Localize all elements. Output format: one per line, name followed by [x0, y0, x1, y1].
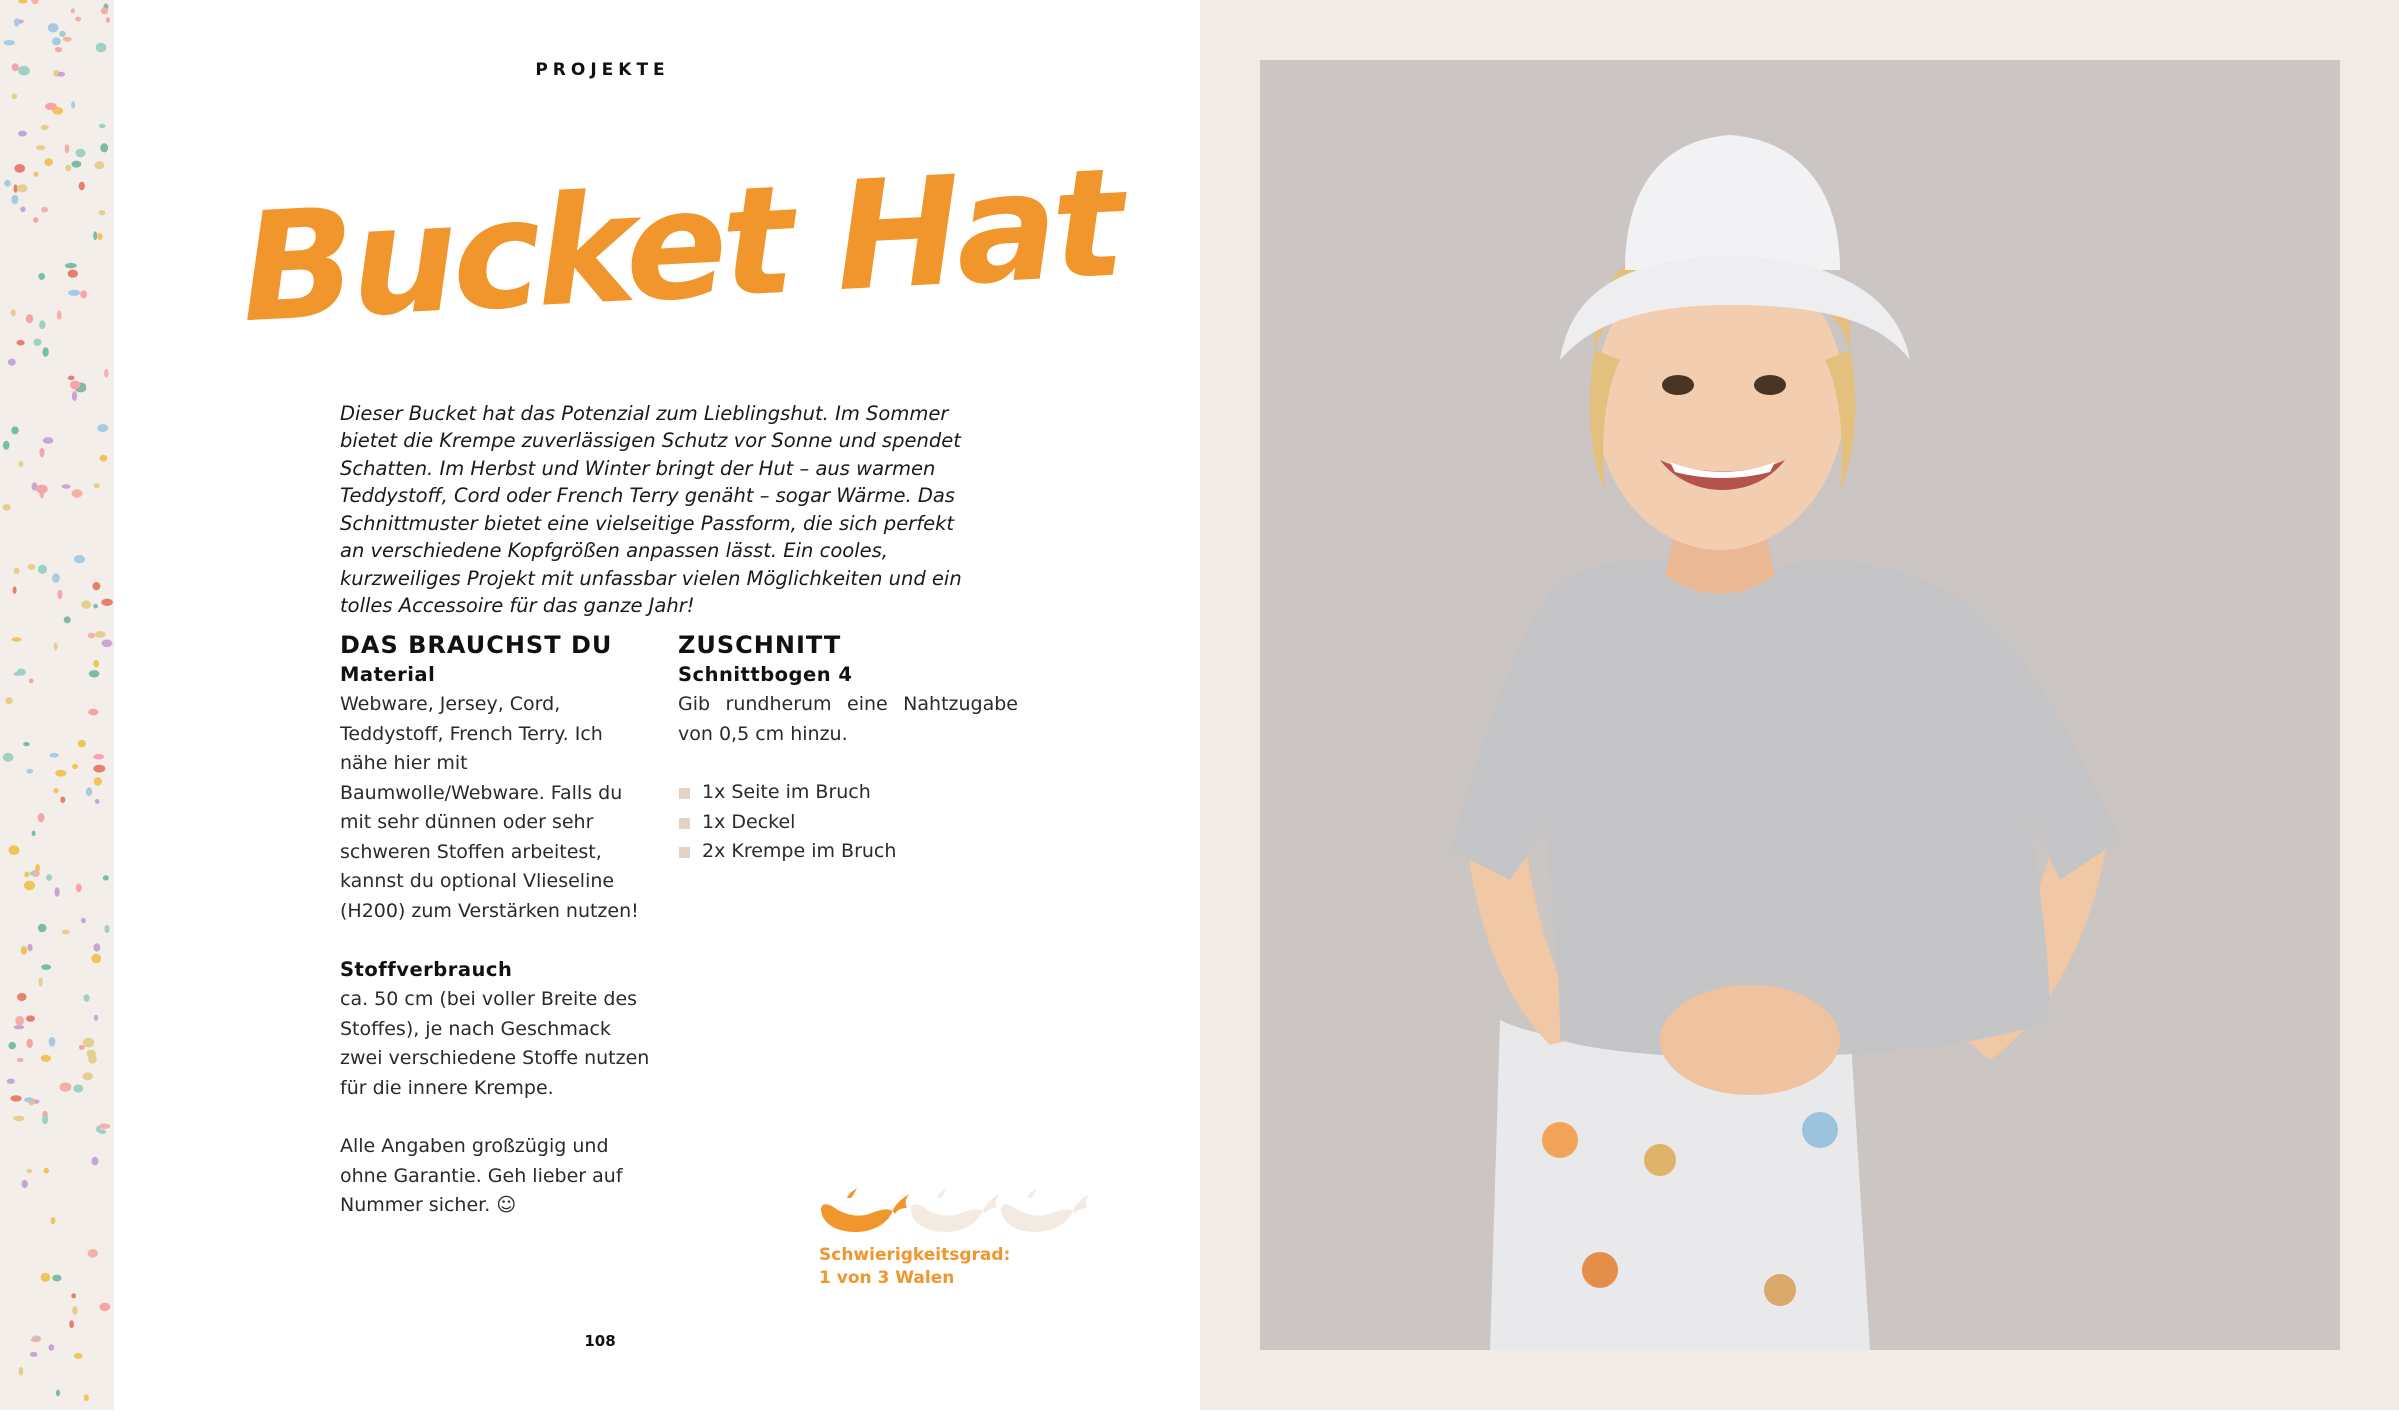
- cutting-heading: ZUSCHNITT: [678, 631, 842, 659]
- child-photo: [1260, 60, 2340, 1350]
- page-number: 108: [584, 1332, 616, 1350]
- whale-icon: [1001, 1188, 1089, 1232]
- seam-allowance-text: Gib rundherum eine Nahtzugabe von 0,5 cm hinzu.: [678, 693, 1018, 745]
- intro-text: Dieser Bucket hat das Potenzial zum Lieblingshut. Im Sommer bietet die Krempe zuverlässigen Schutz vor Sonne und spendet Schatten. Im Herbst und Winter bringt der Hut – aus warmen Teddystoff, Cord oder French Terry genäht – sogar Wärme. Das Schnittmuster bietet eine vielseitige Passform, die sich perfekt an verschiedene Kopfgrößen anpassen lässt. Ein cooles, kurzweiliges Projekt mit unfassbar vielen Möglichkeiten und ein tolles Accessoire für das ganze Jahr!: [340, 401, 962, 617]
- difficulty-rating: [815, 1180, 1095, 1240]
- whale-icon: [821, 1188, 909, 1232]
- square-bullet-icon: [679, 847, 690, 858]
- material-text: Webware, Jersey, Cord, Teddystoff, French Terry. Ich nähe hier mit Baumwolle/Webware. Falls du mit sehr dünnen oder sehr schweren Stoffen arbeitest, kannst du optional Vlieseline (H200) zum Verstärken nutzen!: [340, 693, 639, 922]
- list-item: 1x Deckel: [678, 808, 1018, 838]
- cutting-section: [678, 630, 1018, 867]
- square-bullet-icon: [679, 818, 690, 829]
- child-wearing-bucket-hat-image: [1260, 60, 2340, 1350]
- pattern-sheet-heading: Schnittbogen 4: [678, 663, 853, 686]
- page-title: [235, 136, 1124, 357]
- section-label: PROJEKTE: [535, 60, 670, 80]
- page-title-text: Bucket Hat: [236, 136, 1124, 357]
- whale-icon: [911, 1188, 999, 1232]
- difficulty-label: Schwierigkeitsgrad: 1 von 3 Walen: [819, 1245, 1011, 1288]
- needs-section: [340, 630, 650, 1221]
- list-item: 2x Krempe im Bruch: [678, 837, 1018, 867]
- usage-text: ca. 50 cm (bei voller Breite des Stoffes), je nach Geschmack zwei verschiedene Stoffe nutzen für die innere Krempe.: [340, 988, 650, 1099]
- confetti-pattern-icon: [0, 0, 114, 1410]
- cut-list: [678, 778, 1018, 867]
- confetti-border: [0, 0, 114, 1410]
- list-item: 1x Seite im Bruch: [678, 778, 1018, 808]
- material-heading: Material: [340, 663, 436, 686]
- usage-heading: Stoffverbrauch: [340, 958, 513, 981]
- square-bullet-icon: [679, 788, 690, 799]
- needs-heading: DAS BRAUCHST DU: [340, 631, 613, 659]
- disclaimer-note: Alle Angaben großzügig und ohne Garantie. Geh lieber auf Nummer sicher. ☺: [340, 1135, 623, 1216]
